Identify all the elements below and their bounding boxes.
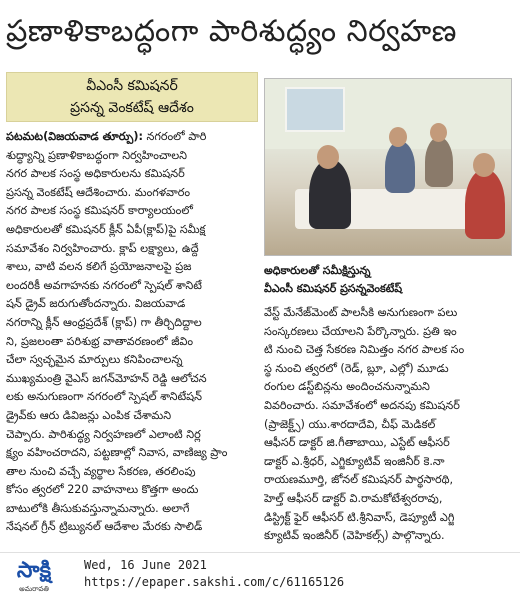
body-line: లకు అనుగుణంగా నగరంలో స్పెషల్ శానిటేషన్ xyxy=(6,390,202,404)
body-line: టి నుంచి చెత్త సేకరణ నిమిత్తం నగర పాలక సం xyxy=(264,343,465,357)
photo-person xyxy=(465,169,505,239)
body-line: డిస్ట్రిక్ట్ ఫైర్ ఆఫీసర్ టి.శ్రీనివాస్, డెప్యూటీ ఎగ్జి xyxy=(264,510,455,524)
article-body-right-column xyxy=(264,304,512,548)
dateline: పటమట(విజయవాడ తూర్పు): xyxy=(6,130,143,143)
body-line: డాక్టర్ ఎ.శ్రీధర్, ఎగ్జిక్యూటివ్ ఇంజినీర్ కె.నా xyxy=(264,454,445,468)
body-line: హెల్త్ ఆఫీసర్ డాక్టర్ వి.రామకోటేశ్వరరావు, xyxy=(264,491,443,505)
meeting-photo xyxy=(264,78,512,256)
sub-headline-line-1: వీఎంసీ కమిషనర్ xyxy=(86,78,178,94)
photo-person-head xyxy=(317,145,339,169)
photo-person xyxy=(425,137,453,187)
photo-person-head xyxy=(389,127,407,147)
photo-person xyxy=(385,141,415,193)
body-line: డ్రైవ్‌కు ఆరు డివిజన్లు ఎంపిక చేశామని xyxy=(6,408,172,422)
body-line: రంగుల డస్ట్‌బిన్లను అందించనున్నామని xyxy=(264,380,430,394)
epaper-footer xyxy=(0,552,520,596)
article-body-left-column xyxy=(6,128,258,548)
body-line: కోసం త్వరలో 220 వాహనాలు కొత్తగా అందు xyxy=(6,483,199,497)
body-line: బాటులోకి తీసుకువస్తున్నామన్నారు. అలాగే xyxy=(6,501,190,515)
body-line: వేస్ట్ మేనేజ్‌మెంట్ పాలసీకి అనుగుణంగా పలు xyxy=(264,306,458,319)
photo-caption-line-2: వీఎంసీ కమిషనర్ ప్రసన్నవెంకటేష్ xyxy=(264,282,403,295)
body-line: లందరికీ అవగాహనకు నగరంలో స్పెషల్ శానిటే xyxy=(6,278,202,292)
body-line: తాల నుంచి వచ్చే వ్యర్థాల సేకరణ, తరలింపు xyxy=(6,464,196,478)
sub-headline-box xyxy=(6,72,258,122)
body-line: షన్ డ్రైవ్ జరుగుతోందన్నారు. విజయవాడ xyxy=(6,297,186,311)
body-line: అధికారులతో కమిషనర్ క్లీన్ ఏపీ(క్లాప్)పై సమీక్ష xyxy=(6,222,206,236)
epaper-link[interactable]: https://epaper.sakshi.com/c/61165126 xyxy=(84,575,345,589)
body-line: స్థ నుంచి త్వరలో (రెడ్, బ్లూ, ఎల్లో) మూడు xyxy=(264,361,449,375)
photo-window xyxy=(285,87,345,132)
sub-headline-line-2: ప్రసన్న వెంకటేష్ ఆదేశం xyxy=(70,100,194,116)
publication-date: Wed, 16 June 2021 xyxy=(84,558,207,572)
body-line: నగర పాలక సంస్థ అధికారులను కమిషనర్ xyxy=(6,167,185,181)
body-line: ముఖ్యమంత్రి వైఎస్ జగన్‌మోహన్ రెడ్డి ఆలోచన xyxy=(6,371,207,385)
body-line: చేలా స్వచ్ఛమైన మార్పులు కనిపించాలన్న xyxy=(6,353,183,367)
body-line: సంస్కరణలు చేయాలని పేర్కొన్నారు. ప్రతి ఇం xyxy=(264,324,457,338)
sakshi-logo-text: సాక్షి xyxy=(16,558,52,583)
body-line-text: నగరంలో పారి xyxy=(142,130,207,143)
body-line: శుద్ధ్యాన్ని ప్రణాళికాబద్ధంగా నిర్వహించాలని xyxy=(6,148,188,162)
photo-person-head xyxy=(473,153,495,177)
body-line: క్యూటివ్ ఇంజినీర్ (వెహికల్స్) పాల్గొన్నారు. xyxy=(264,529,445,543)
body-line: ఆఫీసర్ డాక్టర్ జి.గీతాబాయి, ఎస్టేట్ ఆఫీసర్ xyxy=(264,436,450,450)
body-line: ప్రసన్న వెంకటేష్ ఆదేశించారు. మంగళవారం xyxy=(6,185,191,199)
photo-caption xyxy=(264,262,512,302)
body-line: నగర పాలక సంస్థ కమిషనర్ కార్యాలయంలో xyxy=(6,204,193,218)
body-line: సమావేశం నిర్వహించారు. క్లాప్ లక్ష్యాలు, ఉద్దే xyxy=(6,241,199,255)
body-line xyxy=(6,128,258,147)
article-headline: ప్రణాళికాబద్ధంగా పారిశుద్ధ్యం నిర్వహణ xyxy=(6,14,457,49)
body-line: శాలు, వాటి వలన కలిగే ప్రయోజనాలపై ప్రజ xyxy=(6,260,192,274)
sakshi-logo[interactable] xyxy=(6,557,62,593)
body-line: క్ష్యం వహించరాదని, పట్టణాల్లో నివాస, వాణిజ్య ప్రాం xyxy=(6,446,228,460)
body-line: నగరాన్ని క్లీన్ ఆంధ్రప్రదేశ్ (క్లాప్) గా తీర్చిదిద్దాల xyxy=(6,315,202,329)
photo-caption-line-1: అధికారులతో సమీక్షిస్తున్న xyxy=(264,264,371,277)
body-line: రాయణమూర్తి, జోనల్ కమిషనర్ పార్థసారథి, xyxy=(264,473,454,487)
photo-person xyxy=(309,159,351,229)
body-line: ని, ప్రజలంతా పరిశుభ్ర వాతావరణంలో జీవిం xyxy=(6,334,194,348)
body-line: (ప్రాజెక్ట్స్) యు.శారదాదేవి, చీఫ్ మెడికల్ xyxy=(264,417,436,431)
body-line: చెప్పారు. పారిశుద్ధ్య నిర్వహణలో ఎలాంటి నిర్ల xyxy=(6,427,201,441)
sakshi-logo-edition: అమరావతి xyxy=(19,585,49,593)
photo-person-head xyxy=(430,123,447,142)
body-line: వివరించారు. సమావేశంలో అదనపు కమిషనర్ xyxy=(264,398,460,412)
body-line: నేషనల్ గ్రీన్ ట్రిబ్యునల్ ఆదేశాల మేరకు సాలిడ్ xyxy=(6,520,203,534)
